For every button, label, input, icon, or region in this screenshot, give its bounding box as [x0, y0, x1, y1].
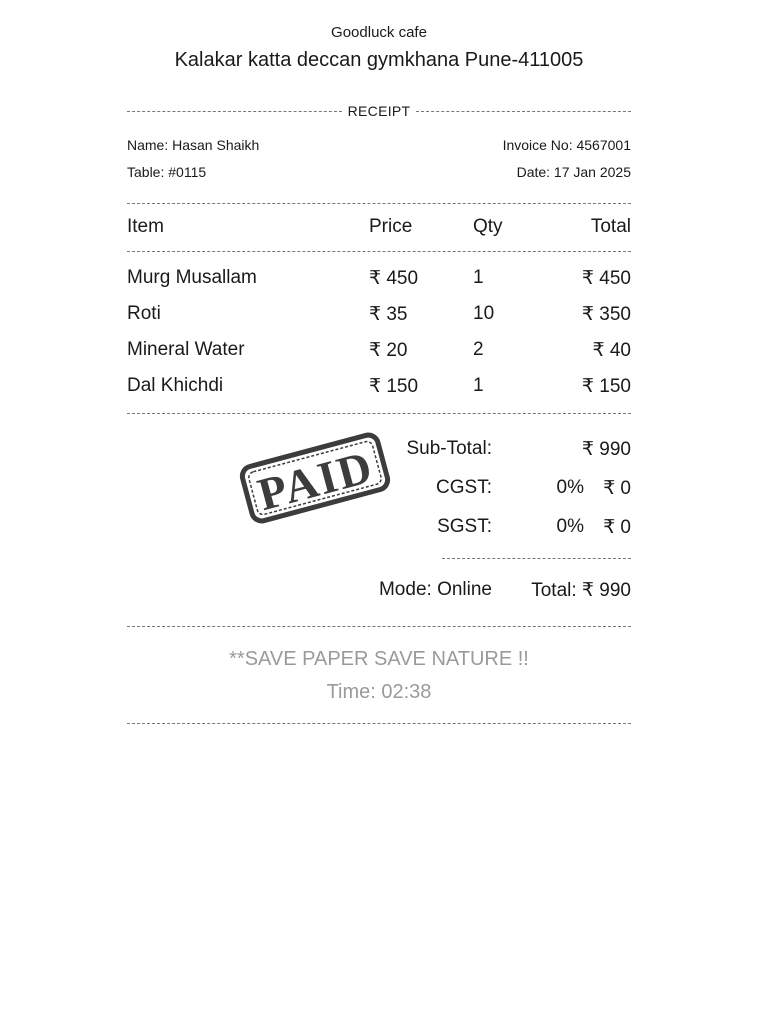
- item-name: Roti: [127, 303, 161, 324]
- item-qty: 10: [473, 303, 495, 324]
- invoice-number: Invoice No: 4567001: [502, 137, 631, 153]
- paid-stamp-text: PAID: [252, 440, 379, 521]
- column-header-total: Total: [590, 216, 631, 237]
- item-price: ₹ 450: [369, 268, 419, 289]
- subtotal-label: Sub-Total:: [406, 438, 492, 459]
- divider: [127, 251, 631, 252]
- item-price: ₹ 150: [369, 376, 419, 397]
- cafe-name: Goodluck cafe: [331, 24, 427, 41]
- cgst-percent: 0%: [556, 477, 584, 498]
- item-name: Murg Musallam: [127, 267, 257, 288]
- item-row: [127, 267, 631, 291]
- grand-total: Total: ₹ 990: [531, 580, 631, 601]
- divider: [127, 413, 631, 414]
- item-total: ₹ 150: [581, 376, 631, 397]
- sgst-label: SGST:: [437, 516, 492, 537]
- divider: [442, 558, 631, 559]
- item-total: ₹ 40: [592, 340, 631, 361]
- cgst-value: ₹ 0: [603, 478, 631, 499]
- column-header-item: Item: [127, 216, 164, 237]
- payment-mode: Mode: Online: [378, 579, 492, 600]
- cgst-row: [127, 477, 631, 501]
- item-qty: 2: [473, 339, 484, 360]
- footer-time: Time: 02:38: [326, 681, 432, 703]
- item-name: Mineral Water: [127, 339, 245, 360]
- receipt-label: RECEIPT: [347, 103, 411, 119]
- item-price: ₹ 35: [369, 304, 408, 325]
- receipt-title-row: [127, 102, 631, 120]
- divider: [127, 111, 342, 112]
- footer-note: **SAVE PAPER SAVE NATURE !!: [229, 648, 529, 670]
- sgst-percent: 0%: [556, 516, 584, 537]
- item-total: ₹ 350: [581, 304, 631, 325]
- divider: [127, 723, 631, 724]
- cafe-address: Kalakar katta deccan gymkhana Pune-411005: [174, 49, 584, 71]
- divider: [127, 203, 631, 204]
- item-price: ₹ 20: [369, 340, 408, 361]
- divider: [416, 111, 631, 112]
- sgst-row: [127, 516, 631, 540]
- item-name: Dal Khichdi: [127, 375, 224, 396]
- invoice-date: Date: 17 Jan 2025: [516, 164, 631, 180]
- item-qty: 1: [473, 375, 484, 396]
- item-row: [127, 339, 631, 363]
- divider: [127, 626, 631, 627]
- item-total: ₹ 450: [581, 268, 631, 289]
- total-row: [127, 579, 631, 603]
- item-row: [127, 375, 631, 399]
- item-qty: 1: [473, 267, 484, 288]
- column-header-qty: Qty: [473, 216, 503, 237]
- subtotal-row: [127, 438, 631, 462]
- column-header-price: Price: [369, 216, 413, 237]
- item-row: [127, 303, 631, 327]
- customer-name: Name: Hasan Shaikh: [127, 137, 260, 153]
- cgst-label: CGST:: [436, 477, 492, 498]
- sgst-value: ₹ 0: [603, 517, 631, 538]
- column-header-row: [127, 216, 631, 240]
- table-number: Table: #0115: [127, 164, 207, 180]
- subtotal-value: ₹ 990: [581, 439, 631, 460]
